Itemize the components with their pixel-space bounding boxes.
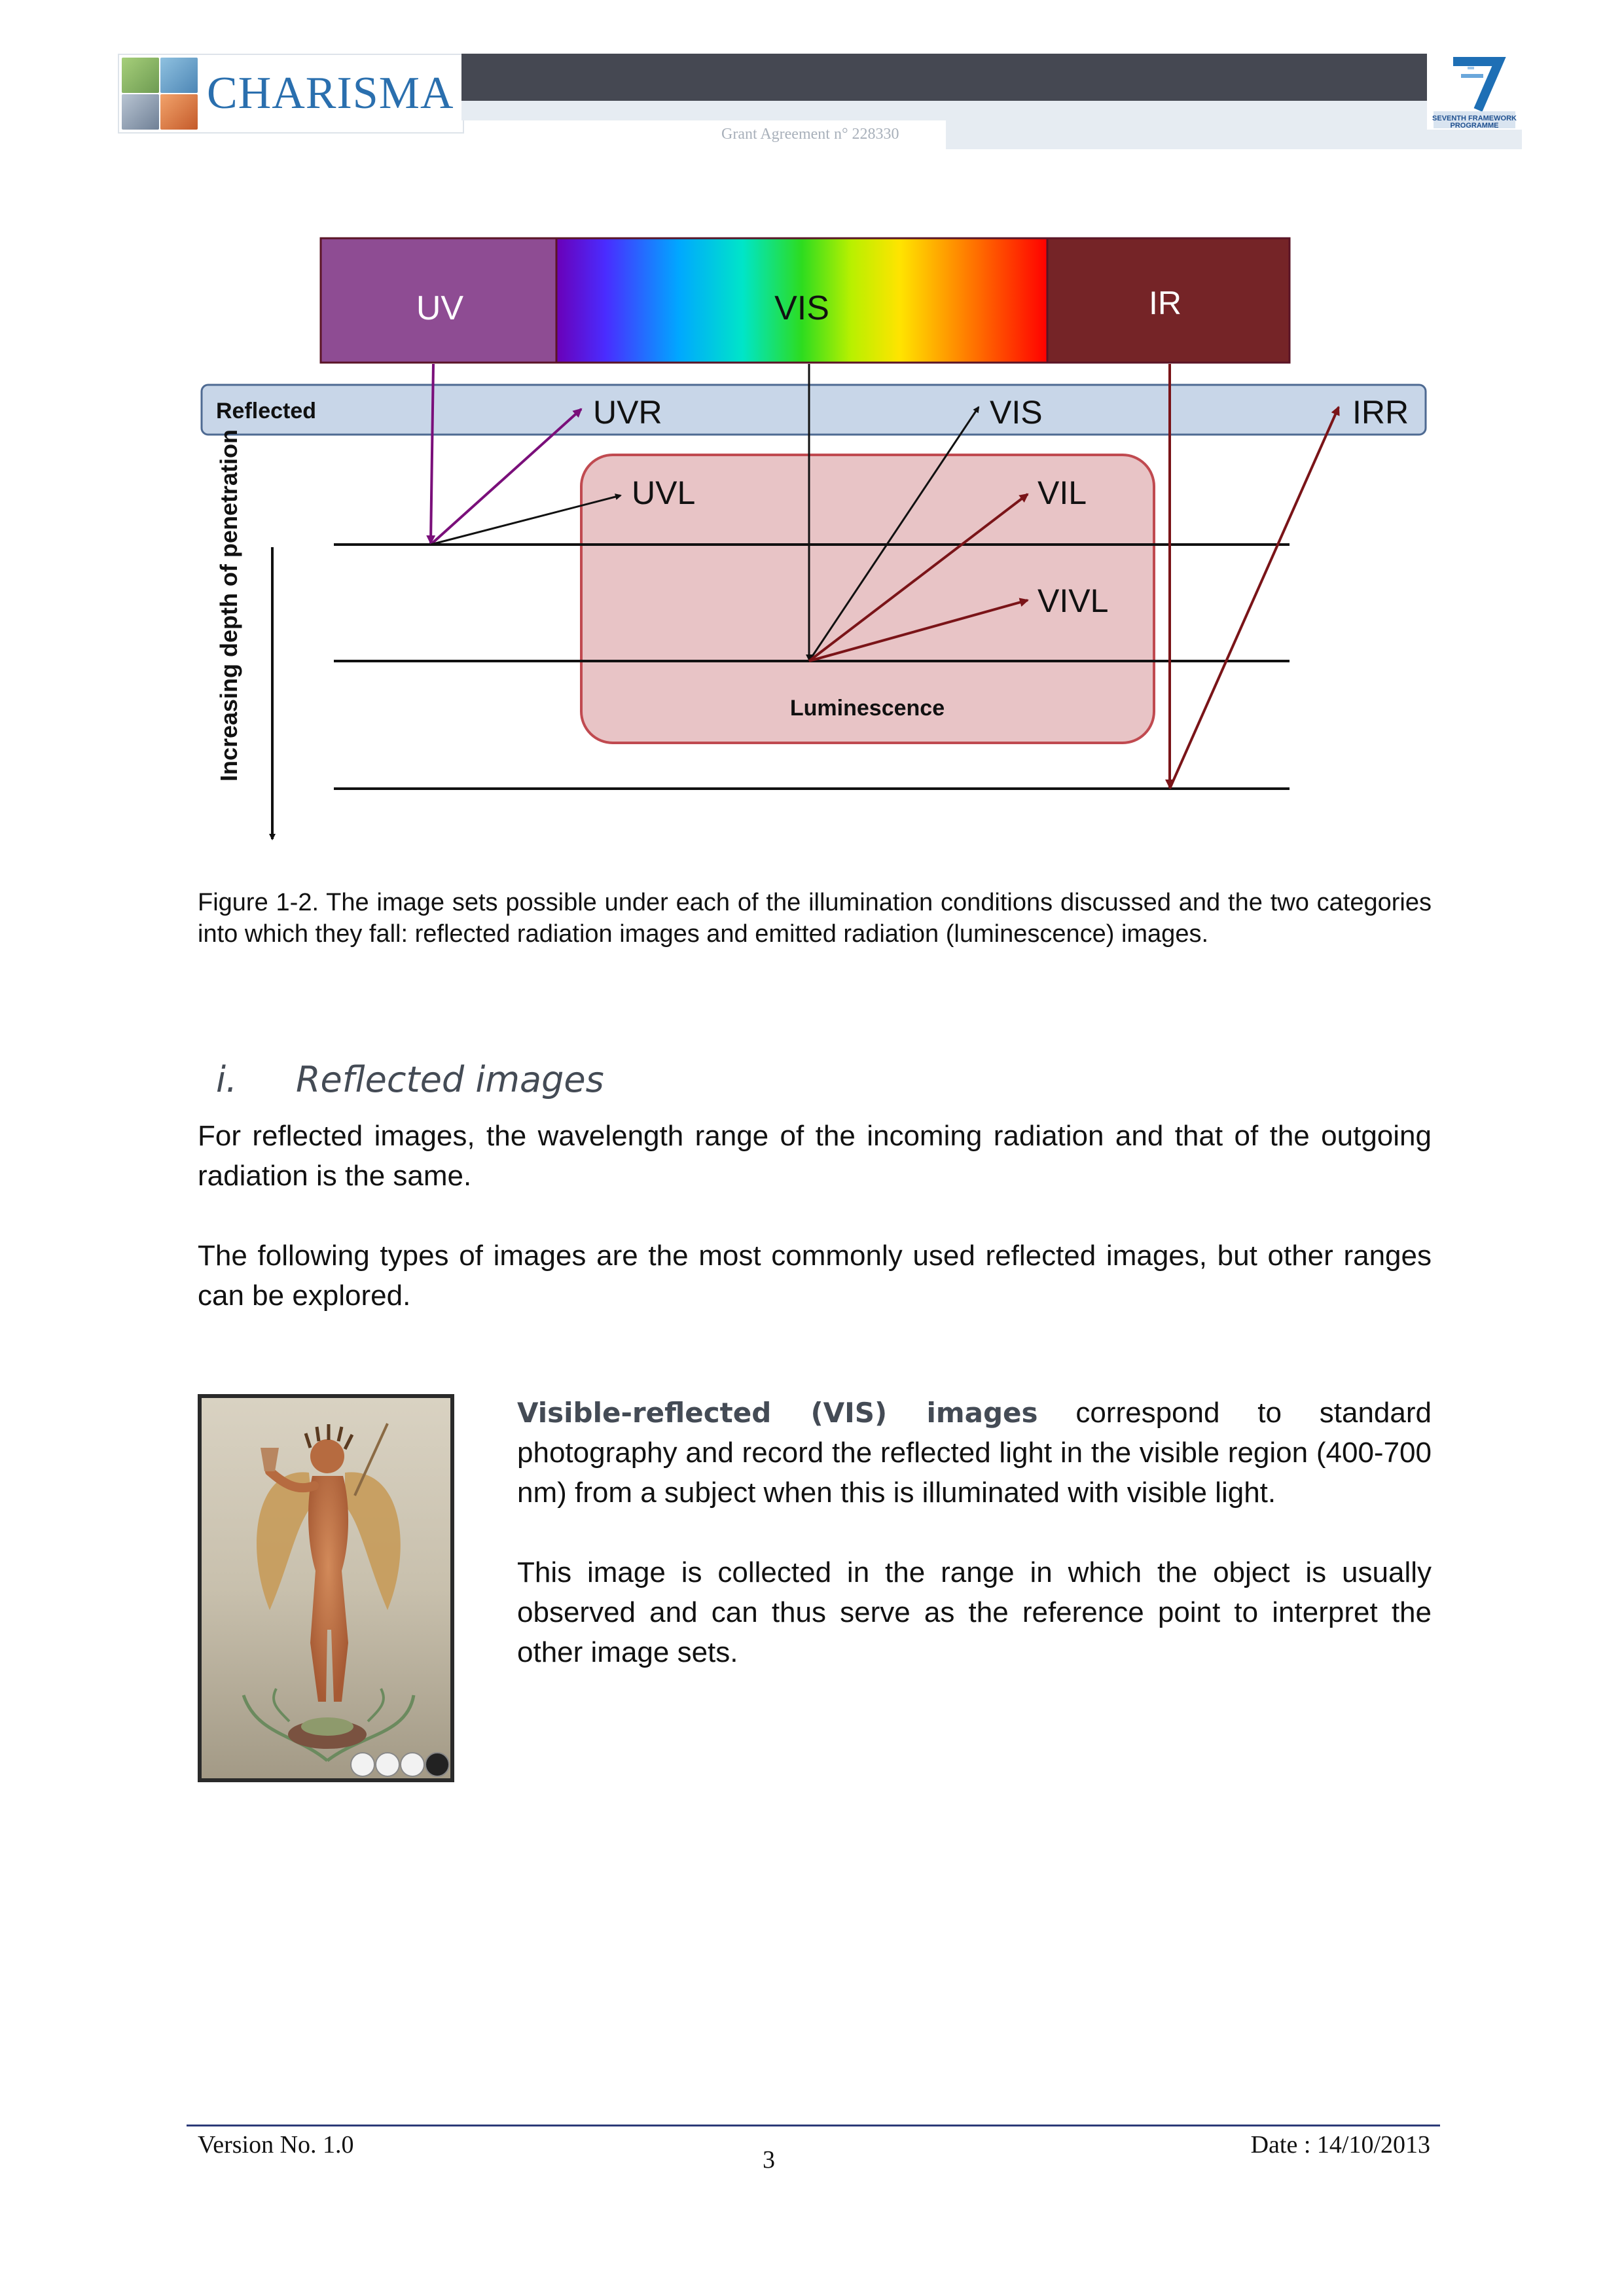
footer-page-number: 3 — [763, 2146, 775, 2174]
footer-version: Version No. 1.0 — [198, 2131, 354, 2159]
vil-label: VIL — [1038, 475, 1087, 511]
luminescence-label: Luminescence — [789, 696, 945, 721]
uvr-label: UVR — [593, 394, 662, 431]
reflected-vis-label: VIS — [990, 394, 1043, 431]
figure-caption: Figure 1-2. The image sets possible under each of the illumination conditions discussed and the two categories into which they fall: reflected radiation images and emitted radiation (luminescence) images. — [198, 889, 1432, 948]
vivl-label: VIVL — [1038, 583, 1109, 619]
page-header — [0, 0, 1624, 157]
irr-label: IRR — [1352, 394, 1409, 431]
logo-faces-icon — [122, 58, 198, 130]
vis-images-text: correspond to standard photography and record the reflected light in the visible region (400-700 nm) from a subject when this is illuminated with visible light. — [517, 1397, 1432, 1509]
section-number: i. — [216, 1059, 238, 1100]
reflected-label: Reflected — [216, 399, 317, 423]
ir-band-label: IR — [1149, 285, 1182, 321]
section-title: Reflected images — [296, 1059, 604, 1100]
paragraph-2: The following types of images are the most commonly used reflected images, but other ranges can be explored. — [198, 1240, 1432, 1312]
grant-agreement: Grant Agreement n° 228330 — [721, 126, 899, 143]
uv-band-label: UV — [416, 289, 464, 327]
header-band-light — [461, 101, 1427, 120]
fresco-painting-image — [198, 1394, 454, 1782]
vis-reference-paragraph: This image is collected in the range in which the object is usually observed and can thus serve as the reference point to interpret the other image sets. — [517, 1556, 1432, 1668]
paragraph-1: For reflected images, the wavelength range of the incoming radiation and that of the outgoing radiation is the same. — [198, 1120, 1432, 1192]
spectrum-diagram — [196, 236, 1440, 877]
fp7-label: SEVENTH FRAMEWORK PROGRAMME — [1432, 115, 1517, 130]
vis-band-label: VIS — [774, 289, 829, 327]
charisma-logo — [118, 54, 464, 134]
footer-divider — [187, 2125, 1440, 2126]
depth-axis-label: Increasing depth of penetration — [215, 429, 242, 782]
footer-date: Date : 14/10/2013 — [1250, 2131, 1430, 2159]
header-band-dark — [461, 54, 1427, 101]
vis-images-paragraph — [517, 1393, 1432, 1513]
reflected-bar — [202, 385, 1426, 435]
uvl-label: UVL — [632, 475, 696, 511]
logo-text: CHARISMA — [207, 68, 454, 118]
vis-images-lead: Visible-reflected (VIS) images — [517, 1397, 1038, 1429]
